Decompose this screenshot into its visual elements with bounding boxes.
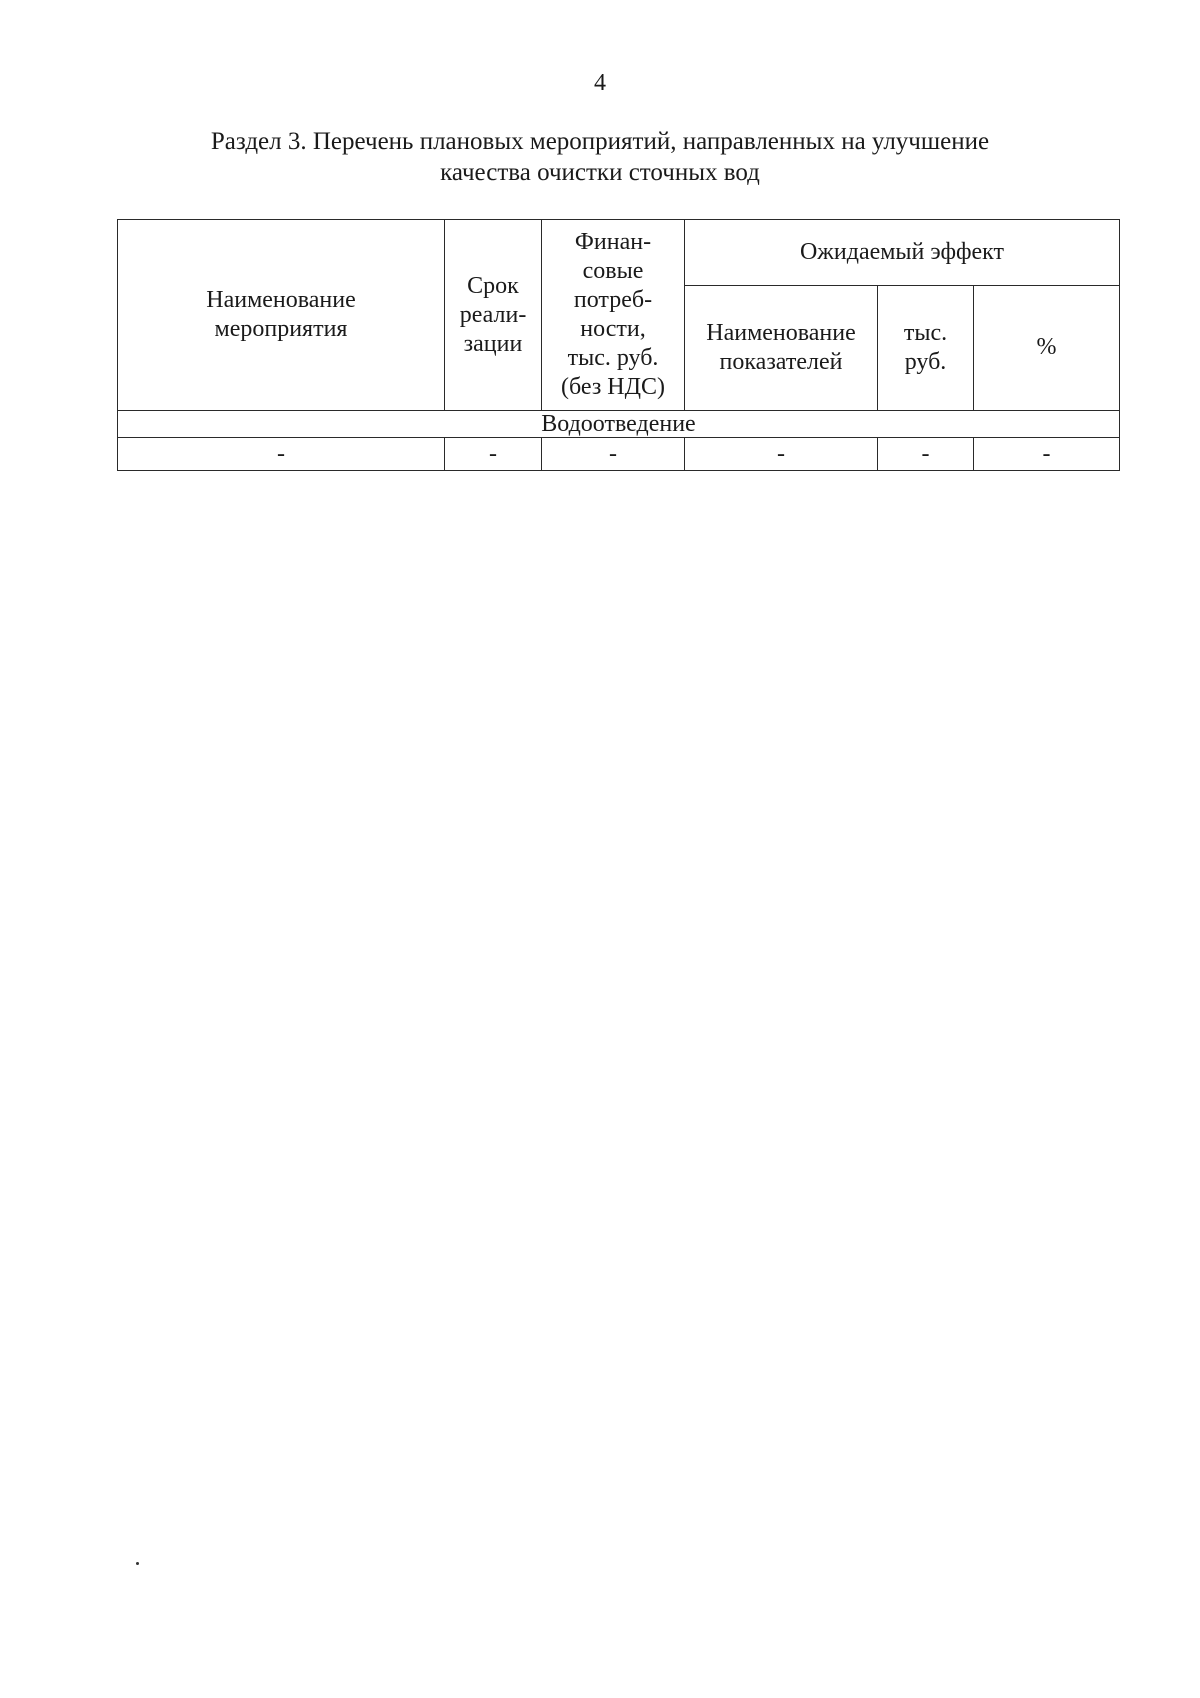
header-financial-needs-line-5: тыс. руб. — [567, 345, 659, 371]
header-financial-needs-line-6: (без НДС) — [560, 374, 665, 400]
header-expected-effect: Ожидаемый эффект — [685, 220, 1120, 286]
header-thousand-rub-line-1: тыс. — [903, 319, 948, 346]
header-indicator-name-line-1: Наименование — [706, 319, 856, 346]
planned-measures-table — [117, 219, 1120, 471]
header-indicator-name-line-2: показателей — [719, 348, 843, 375]
header-measure-name-line-2: мероприятия — [214, 316, 348, 342]
header-percent: % — [974, 285, 1120, 410]
cell-measure-name: - — [118, 438, 445, 471]
header-indicator-name — [685, 285, 878, 410]
page-number: 4 — [594, 70, 606, 96]
header-financial-needs — [542, 220, 685, 411]
header-financial-needs-line-4: ности, — [580, 316, 646, 342]
header-term-line-1: Срок — [467, 272, 519, 299]
header-term-line-2: реали- — [459, 301, 527, 328]
header-financial-needs-line-1: Финан- — [574, 229, 652, 255]
scan-speck — [136, 1562, 139, 1565]
cell-percent: - — [974, 438, 1120, 471]
cell-term: - — [445, 438, 542, 471]
header-measure-name-line-1: Наименование — [206, 287, 356, 313]
header-thousand-rub — [878, 285, 974, 410]
header-measure-name — [118, 220, 445, 411]
header-thousand-rub-line-2: руб. — [904, 348, 947, 375]
group-row-wastewater — [118, 411, 1120, 438]
header-financial-needs-line-2: совые — [582, 258, 644, 284]
section-title-line-2: качества очистки сточных вод — [440, 159, 760, 186]
header-financial-needs-line-3: потреб- — [573, 287, 653, 313]
cell-indicator-name: - — [685, 438, 878, 471]
cell-thousand-rub: - — [878, 438, 974, 471]
section-title — [0, 126, 1200, 188]
table-row — [118, 438, 1120, 471]
group-label: Водоотведение — [118, 411, 1120, 438]
section-title-line-1: Раздел 3. Перечень плановых мероприятий, направленных на улучшение — [210, 128, 990, 155]
cell-financial-needs: - — [542, 438, 685, 471]
header-term-line-3: зации — [463, 330, 523, 357]
header-term — [445, 220, 542, 411]
